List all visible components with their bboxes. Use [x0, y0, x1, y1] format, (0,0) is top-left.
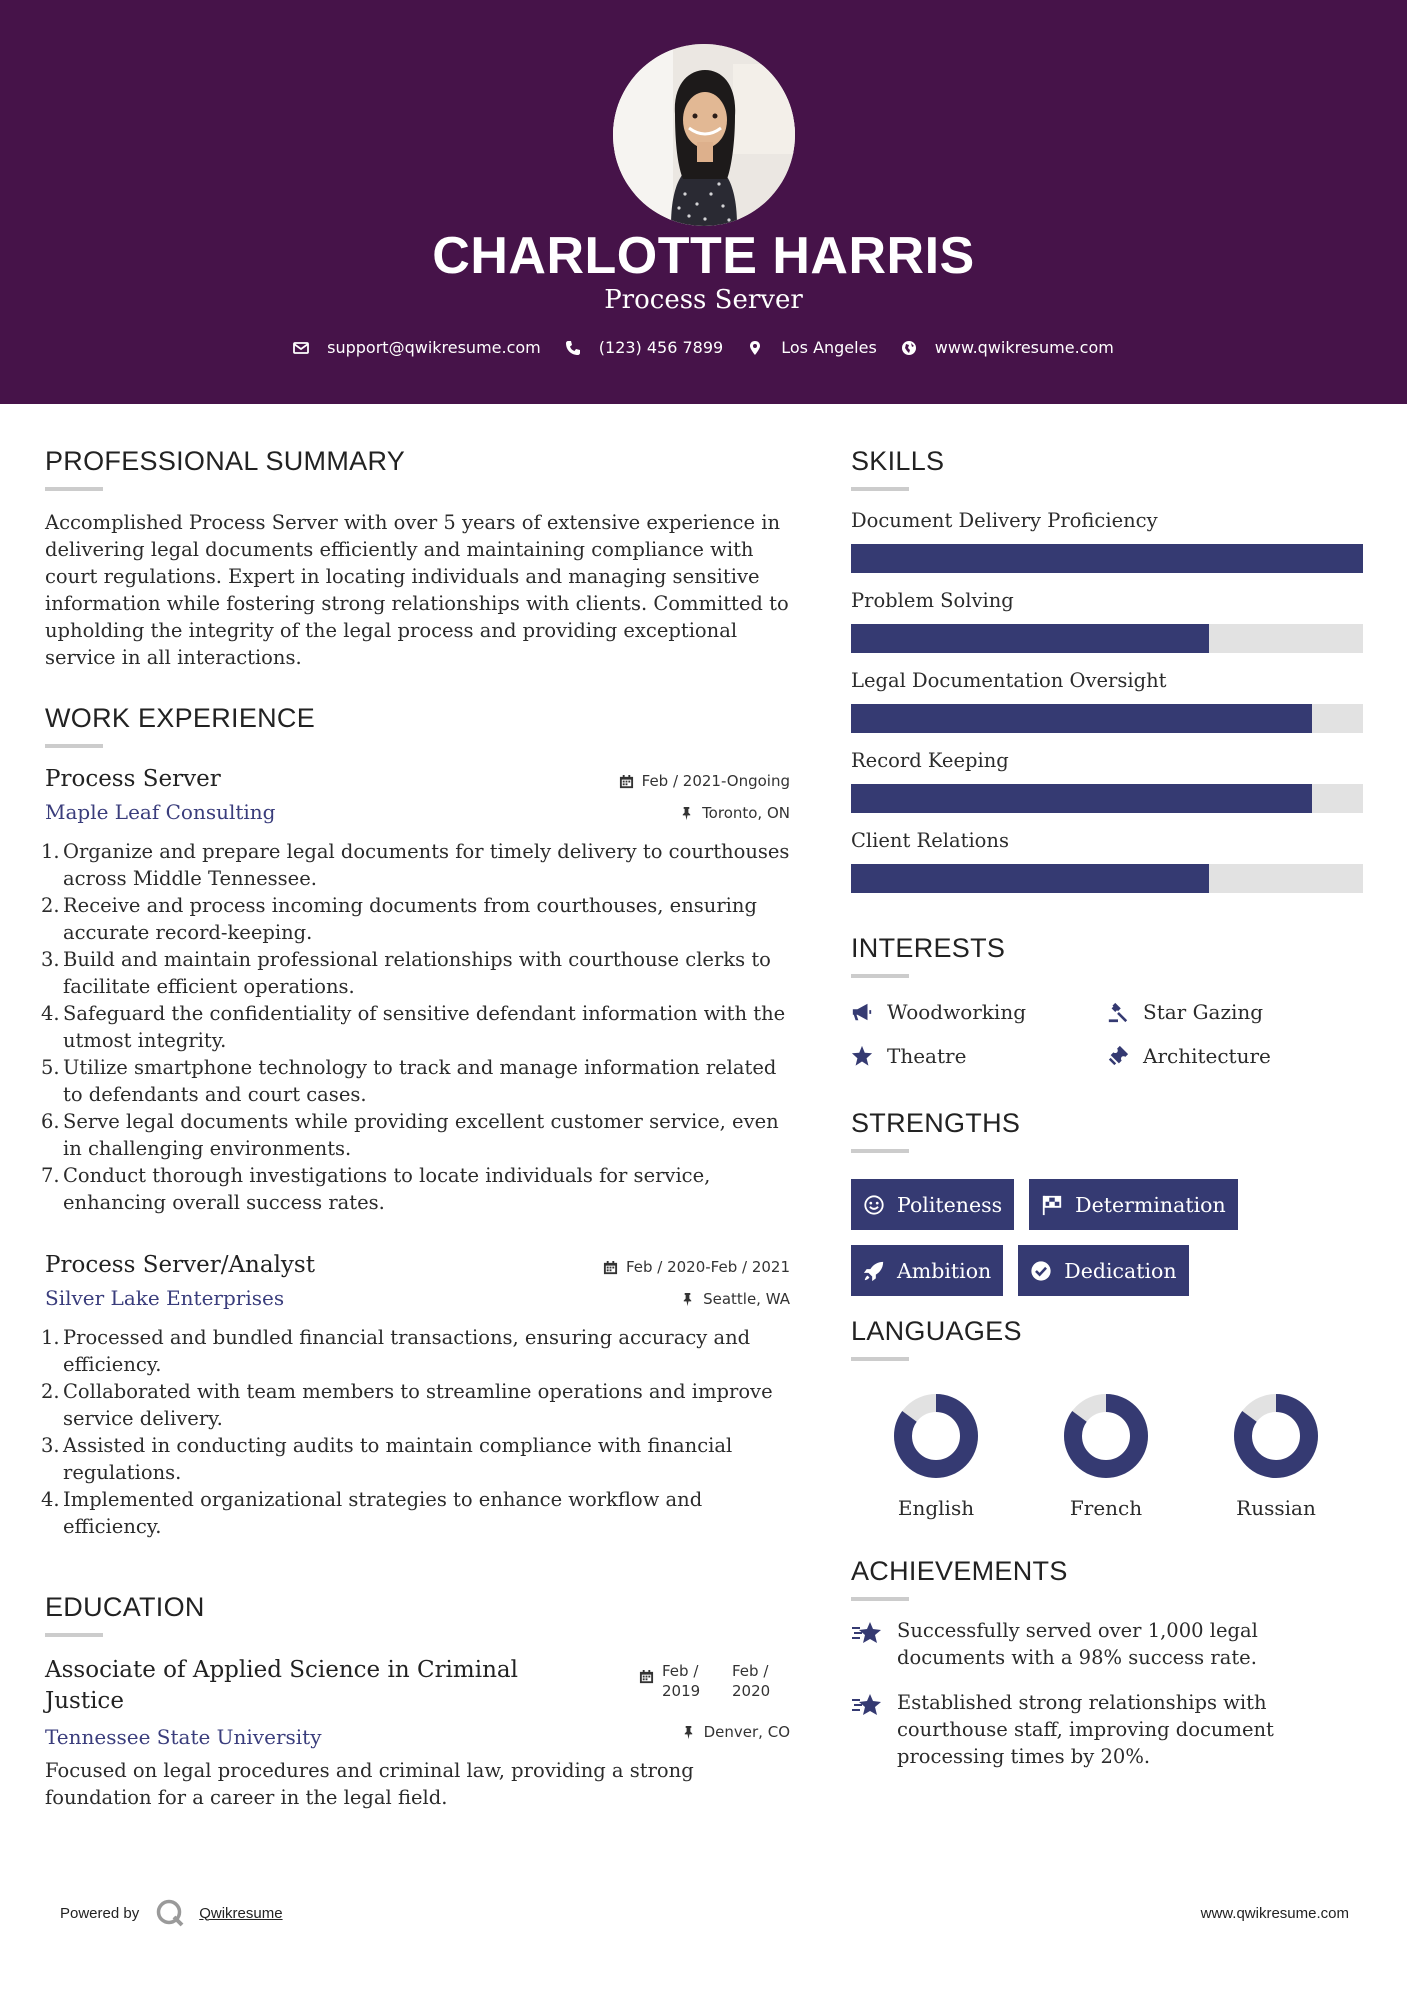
section-divider: [851, 1357, 909, 1361]
skill-bar-fill: [851, 784, 1312, 813]
skill-bar-fill: [851, 624, 1209, 653]
strength-chip: [1018, 1245, 1188, 1296]
job-entry: [41, 766, 790, 1216]
languages-list: [851, 1391, 1363, 1520]
interests-heading: INTERESTS: [851, 933, 1006, 963]
gavel-icon: [1107, 1001, 1129, 1023]
interest-label: Star Gazing: [1143, 1000, 1264, 1024]
check-circle-icon: [1030, 1260, 1052, 1282]
pushpin-icon: [680, 1292, 695, 1307]
envelope-icon: [293, 340, 309, 356]
section-divider: [851, 1597, 909, 1601]
strengths-chips: [851, 1179, 1363, 1296]
achievements-section: [851, 1556, 1363, 1770]
website-text: www.qwikresume.com: [934, 338, 1114, 357]
section-divider: [45, 744, 103, 748]
language-label: English: [897, 1496, 975, 1520]
left-column: [41, 446, 790, 1811]
candidate-name: CHARLOTTE HARRIS: [432, 227, 975, 285]
globe-icon: [901, 340, 917, 356]
interest-item: [1107, 1044, 1363, 1068]
achievements-heading: ACHIEVEMENTS: [851, 1556, 1068, 1586]
education-start: Feb / 2019: [662, 1662, 701, 1700]
skill-bar-track: [851, 704, 1363, 733]
job-location-text: Toronto, ON: [702, 804, 790, 822]
interest-label: Woodworking: [887, 1000, 1027, 1024]
summary-text: Accomplished Process Server with over 5 years of extensive experience in delivering legal documents efficiently and maintaining compliance with court regulations. Expert in locating individuals and managing sensitive information while fostering strong relationships with clients. Committed to upholding the integrity of the legal process and providing exceptional service in all interactions.: [45, 511, 789, 669]
strength-chip: [1029, 1179, 1238, 1230]
section-divider: [45, 1633, 103, 1637]
language-donut: [1231, 1391, 1321, 1481]
education-end: Feb / 2020: [732, 1662, 771, 1700]
interest-item: [1107, 1000, 1363, 1024]
skills-heading: SKILLS: [851, 446, 945, 476]
skill-bar-track: [851, 624, 1363, 653]
powered-by-text: Powered by: [60, 1904, 140, 1922]
section-divider: [851, 974, 909, 978]
strengths-heading: STRENGTHS: [851, 1108, 1021, 1138]
school-name: Tennessee State University: [45, 1725, 322, 1749]
skill-bar-track: [851, 784, 1363, 813]
strengths-section: [851, 1108, 1363, 1296]
education-section: [45, 1592, 790, 1811]
skill-label: Record Keeping: [851, 749, 1009, 772]
job-bullets: [41, 1324, 790, 1540]
skill-label: Document Delivery Proficiency: [851, 509, 1158, 532]
skill-label: Client Relations: [851, 829, 1009, 852]
smile-icon: [863, 1194, 885, 1216]
list-item: 3. Build and maintain professional relationships with courthouse clerks to facilitate efficient operations.: [41, 948, 771, 998]
footer-website[interactable]: www.qwikresume.com: [1200, 1905, 1349, 1922]
skill-item: [851, 669, 1363, 733]
language-item: [851, 1391, 1021, 1520]
profile-photo: [613, 44, 795, 226]
star-icon: [851, 1045, 873, 1067]
achievement-text: Established strong relationships with courthouse staff, improving document processing times by 20%.: [897, 1691, 1274, 1768]
phone-icon: [565, 340, 581, 356]
section-divider: [851, 487, 909, 491]
pushpin-icon: [679, 806, 694, 821]
calendar-icon: [603, 1260, 618, 1275]
list-item: 1. Processed and bundled financial transactions, ensuring accuracy and efficiency.: [41, 1326, 751, 1376]
list-item: 6. Serve legal documents while providing excellent customer service, even in challenging environments.: [41, 1110, 779, 1160]
strength-label: Ambition: [897, 1258, 992, 1283]
job-dates: [603, 1258, 790, 1276]
skill-item: [851, 589, 1363, 653]
education-entry: [45, 1655, 790, 1811]
job-dates-text: Feb / 2020-Feb / 2021: [625, 1258, 790, 1276]
education-location-text: Denver, CO: [703, 1723, 790, 1741]
interest-label: Theatre: [887, 1044, 967, 1068]
skills-list: [851, 509, 1363, 893]
job-dates-text: Feb / 2021-Ongoing: [641, 772, 790, 790]
phone-text: (123) 456 7899: [598, 338, 724, 357]
contact-website[interactable]: [901, 338, 1114, 357]
job-position: Process Server: [45, 766, 221, 792]
strength-label: Politeness: [897, 1192, 1003, 1217]
education-heading: EDUCATION: [45, 1592, 205, 1622]
language-item: [1191, 1391, 1361, 1520]
language-item: [1021, 1391, 1191, 1520]
rocket-icon: [863, 1260, 885, 1282]
job-entry: [41, 1252, 790, 1540]
avatar: [613, 44, 795, 226]
interests-section: [851, 933, 1363, 1068]
strength-chip: [851, 1245, 1003, 1296]
job-company: Silver Lake Enterprises: [45, 1286, 285, 1310]
calendar-icon: [619, 774, 634, 789]
ticket-icon: [1107, 1045, 1129, 1067]
list-item: 5. Utilize smartphone technology to track and manage information related to defendants and court cases.: [41, 1056, 777, 1106]
contact-bar: [0, 338, 1407, 357]
interests-grid: [851, 1000, 1363, 1068]
section-divider: [851, 1149, 909, 1153]
job-location: [680, 1290, 790, 1308]
skill-label: Legal Documentation Oversight: [851, 669, 1167, 692]
interest-item: [851, 1044, 1107, 1068]
experience-heading: WORK EXPERIENCE: [45, 703, 316, 733]
list-item: 4. Implemented organizational strategies to enhance workflow and efficiency.: [41, 1488, 703, 1538]
achievement-item: [851, 1689, 1363, 1770]
job-title: Process Server: [604, 285, 803, 315]
flag-icon: [1041, 1194, 1063, 1216]
language-label: French: [1069, 1496, 1143, 1520]
skill-label: Problem Solving: [851, 589, 1014, 612]
job-bullets: [41, 838, 790, 1216]
skills-section: [851, 446, 1363, 893]
job-position: Process Server/Analyst: [45, 1252, 315, 1278]
skill-bar-fill: [851, 864, 1209, 893]
skill-bar-fill: [851, 544, 1363, 573]
contact-email[interactable]: [293, 338, 541, 357]
education-location: [681, 1723, 790, 1741]
email-text: support@qwikresume.com: [327, 338, 541, 357]
list-item: 1. Organize and prepare legal documents for timely delivery to courthouses across Middle Tennessee.: [41, 840, 790, 890]
list-item: 4. Safeguard the confidentiality of sensitive defendant information with the utmost integrity.: [41, 1002, 786, 1052]
section-divider: [45, 487, 103, 491]
job-location-text: Seattle, WA: [703, 1290, 790, 1308]
skill-bar-track: [851, 544, 1363, 573]
summary-section: [45, 446, 790, 671]
right-column: [851, 446, 1363, 1770]
qwikresume-logo-icon: [155, 1898, 185, 1928]
list-item: 2. Collaborated with team members to streamline operations and improve service delivery.: [41, 1380, 773, 1430]
job-company: Maple Leaf Consulting: [45, 800, 276, 824]
skill-item: [851, 749, 1363, 813]
skill-bar-track: [851, 864, 1363, 893]
strength-label: Dedication: [1064, 1258, 1177, 1283]
contact-phone[interactable]: [565, 338, 723, 357]
strength-label: Determination: [1075, 1192, 1226, 1217]
languages-heading: LANGUAGES: [851, 1316, 1022, 1346]
strength-chip: [851, 1179, 1014, 1230]
map-pin-icon: [747, 340, 763, 356]
pushpin-icon: [681, 1725, 696, 1740]
shooting-star-icon: [851, 1619, 883, 1647]
experience-section: [41, 703, 790, 1540]
list-item: 7. Conduct thorough investigations to locate individuals for service, enhancing overall success rates.: [41, 1164, 711, 1214]
calendar-icon: [639, 1669, 654, 1684]
interest-label: Architecture: [1143, 1044, 1271, 1068]
job-location: [679, 804, 790, 822]
location-text: Los Angeles: [781, 338, 877, 357]
summary-heading: PROFESSIONAL SUMMARY: [45, 446, 406, 476]
skill-item: [851, 829, 1363, 893]
languages-section: [851, 1316, 1363, 1520]
degree-title: Associate of Applied Science in Criminal Justice: [45, 1657, 518, 1714]
education-description: Focused on legal procedures and criminal law, providing a strong foundation for a career in the legal field.: [45, 1759, 694, 1809]
achievement-item: [851, 1617, 1363, 1671]
bullhorn-icon: [851, 1001, 873, 1023]
list-item: 2. Receive and process incoming documents from courthouses, ensuring accurate record-keeping.: [41, 894, 757, 944]
skill-item: [851, 509, 1363, 573]
footer-powered-by: [60, 1898, 283, 1928]
job-dates: [619, 772, 790, 790]
list-item: 3. Assisted in conducting audits to maintain compliance with financial regulations.: [41, 1434, 733, 1484]
skill-bar-fill: [851, 704, 1312, 733]
language-label: Russian: [1236, 1496, 1316, 1520]
shooting-star-icon: [851, 1691, 883, 1719]
interest-item: [851, 1000, 1107, 1024]
language-donut: [891, 1391, 981, 1481]
achievement-text: Successfully served over 1,000 legal documents with a 98% success rate.: [897, 1619, 1258, 1669]
education-dates: [639, 1661, 790, 1701]
contact-location: [747, 338, 877, 357]
resume-header: [0, 0, 1407, 404]
brand-link[interactable]: Qwikresume: [199, 1904, 283, 1922]
language-donut: [1061, 1391, 1151, 1481]
